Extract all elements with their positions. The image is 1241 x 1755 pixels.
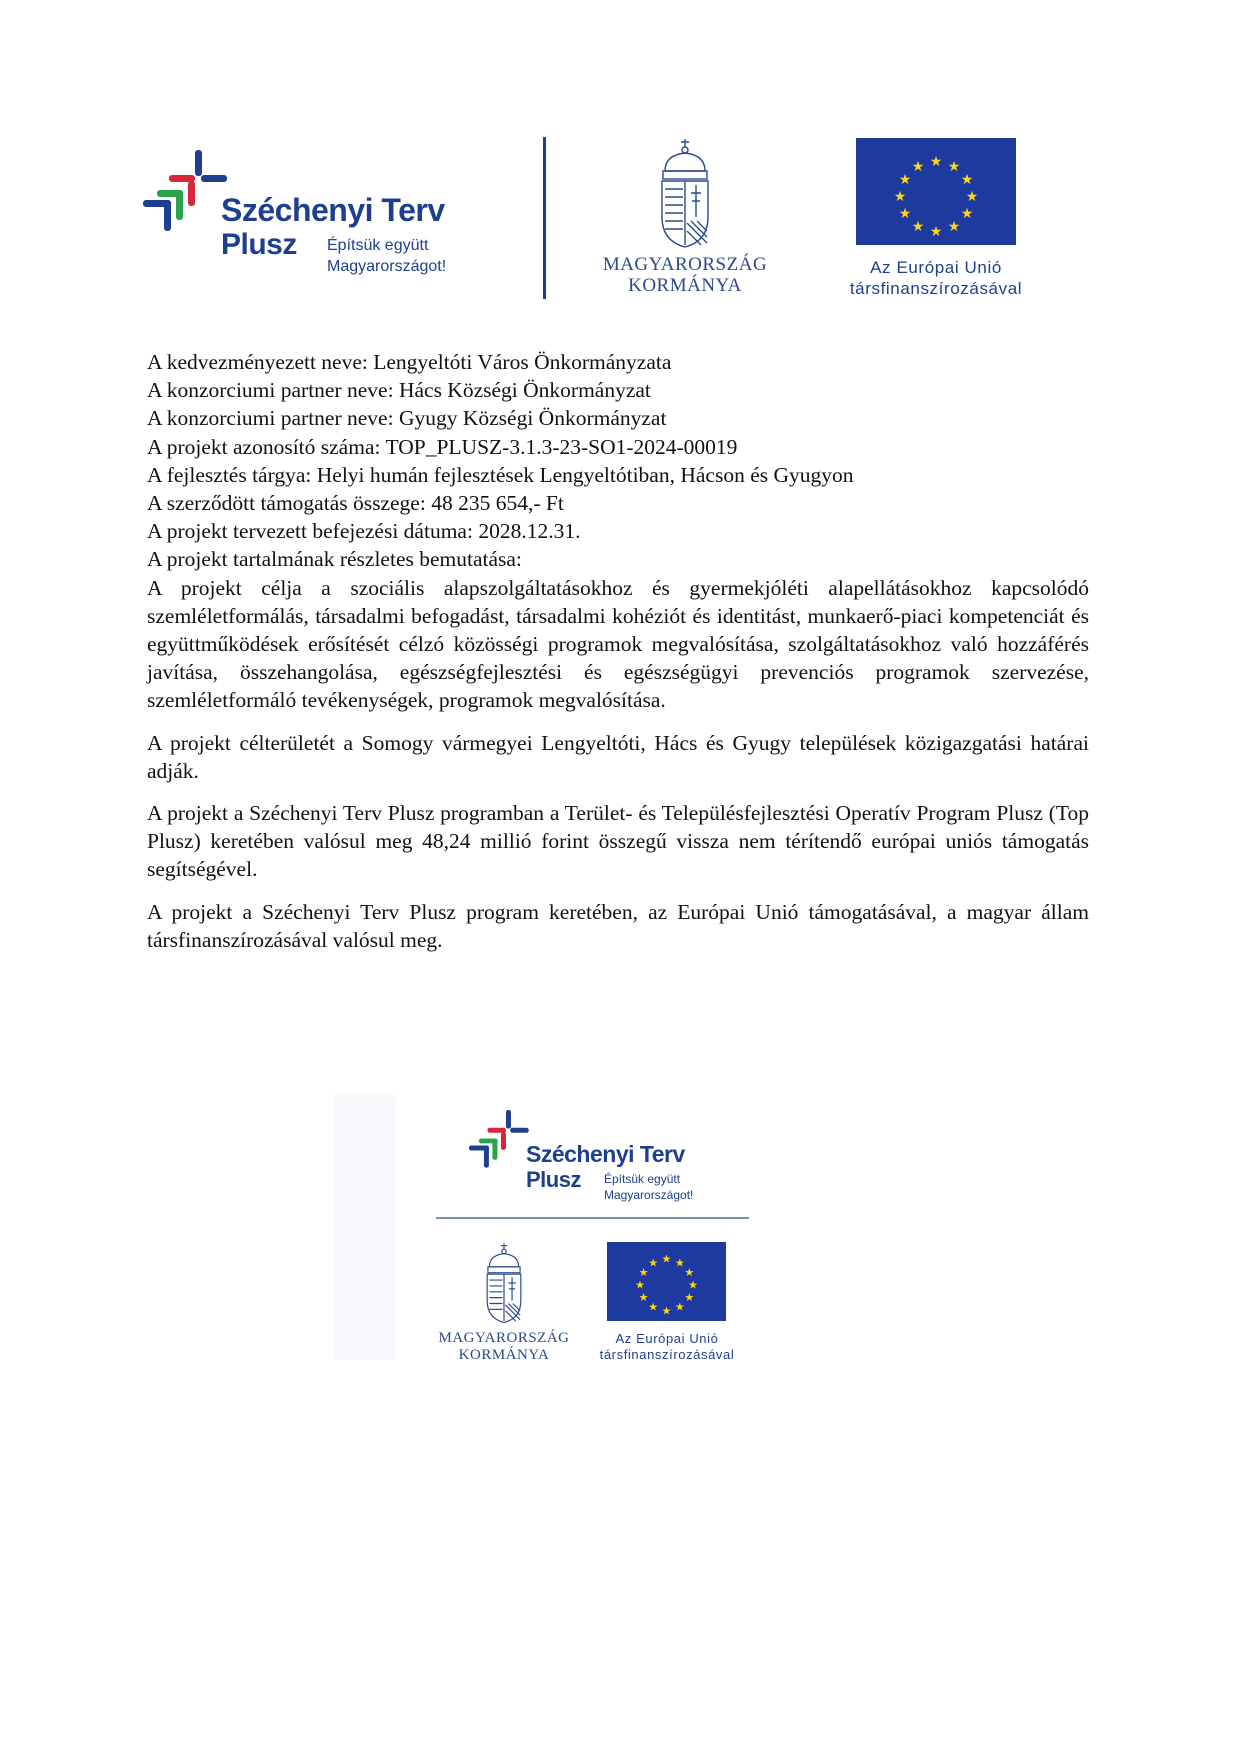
footer-government-text: [430, 1330, 578, 1363]
eu-line-2: társfinanszírozásával: [599, 1347, 735, 1363]
field-label: A kedvezményezett neve:: [147, 350, 368, 374]
svg-text:★: ★: [661, 1304, 672, 1318]
field-value: 48 235 654,- Ft: [431, 491, 564, 516]
field-project-id: [147, 433, 1089, 461]
field-partner-1: [147, 376, 1089, 404]
svg-text:★: ★: [947, 159, 961, 175]
svg-text:★: ★: [965, 189, 979, 205]
slogan-line-2: Magyarországot!: [604, 1187, 694, 1202]
svg-text:★: ★: [898, 206, 912, 222]
svg-text:★: ★: [929, 224, 943, 240]
eu-stars-icon: [607, 1242, 726, 1321]
svg-text:★: ★: [638, 1265, 649, 1279]
svg-text:★: ★: [638, 1291, 649, 1305]
szechenyi-terv-plusz-logo: [143, 150, 483, 290]
field-label: A konzorciumi partner neve:: [147, 406, 394, 431]
government-logo-text: [590, 255, 780, 297]
gov-line-2: KORMÁNYA: [628, 274, 742, 296]
svg-text:★: ★: [634, 1278, 645, 1292]
eu-flag: [856, 138, 1016, 245]
szechenyi-plusz: Plusz: [221, 228, 297, 261]
field-beneficiary: [147, 348, 1089, 376]
footer-szechenyi-plusz: Plusz: [526, 1167, 581, 1192]
field-grant-amount: [147, 489, 1089, 517]
svg-text:★: ★: [947, 219, 961, 235]
svg-text:★: ★: [648, 1256, 659, 1270]
hungarian-coat-of-arms-icon: [483, 1242, 525, 1324]
svg-text:★: ★: [674, 1256, 685, 1270]
field-value: 2028.12.31.: [478, 519, 581, 544]
svg-text:★: ★: [648, 1300, 659, 1314]
header-logo-bar: [0, 0, 1241, 300]
field-label: A projekt tervezett befejezési dátuma:: [147, 519, 473, 544]
paragraph-cofinancing: A projekt a Széchenyi Terv Plusz program keretében, az Európai Unió támogatásával, a magyar állam társfinanszírozásával valósul meg.: [147, 899, 1089, 952]
paragraph-goal: A projekt célja a szociális alapszolgáltatásokhoz és gyermekjóléti alapellátásokhoz kapcsolódó szemléletformálás, társadalmi befogadást, társadalmi kohéziót és identitást, munkaerő-piaci kompetenciát és együttműködések erősítését célzó közösségi programok megvalósítása, szolgáltatásokhoz való hozzáférés javítása, összehangolása, egészségfejlesztési és egészségügyi prevenciós programok szervezése, szemléletformáló tevékenységek, programok megvalósítása.: [147, 575, 1089, 713]
paragraph-funding: A projekt a Széchenyi Terv Plusz programban a Terület- és Településfejlesztési Operatív Program Plusz (Top Plusz) keretében valósul meg 48,24 millió forint összegű vissza nem térítendő európai uniós támogatás segítségével.: [147, 801, 1089, 882]
field-value: Gyugy Községi Önkormányzat: [398, 406, 667, 431]
details-heading: A projekt tartalmának részletes bemutatása:: [147, 547, 522, 572]
szechenyi-title: Széchenyi Terv: [221, 192, 445, 228]
eu-line-1: Az Európai Unió: [615, 1331, 719, 1346]
slogan-line-1: Építsük együtt: [327, 237, 429, 254]
eu-stars-icon: [856, 138, 1016, 245]
svg-text:★: ★: [684, 1265, 695, 1279]
logo-divider: [543, 137, 546, 299]
szechenyi-cross-mark-icon: [143, 150, 233, 240]
field-label: A fejlesztés tárgya:: [147, 462, 312, 487]
eu-line-2: társfinanszírozásával: [849, 279, 1023, 299]
field-label: A projekt azonosító száma:: [147, 434, 381, 459]
svg-text:★: ★: [688, 1278, 699, 1292]
footer-szechenyi-slogan: [604, 1172, 693, 1203]
project-info-document: [147, 348, 1089, 954]
svg-text:★: ★: [929, 154, 943, 170]
gov-line-1: MAGYARORSZÁG: [602, 254, 768, 275]
szechenyi-cross-mark-icon: [469, 1110, 533, 1174]
svg-text:★: ★: [684, 1291, 695, 1305]
field-partner-2: [147, 404, 1089, 432]
footer-logo-divider: [436, 1217, 749, 1219]
field-label: A szerződött támogatás összege:: [147, 491, 426, 516]
field-label: A konzorciumi partner neve:: [147, 378, 394, 403]
svg-text:★: ★: [661, 1252, 672, 1266]
gov-line-2: KORMÁNYA: [458, 1346, 550, 1363]
field-value: Hács Községi Önkormányzat: [398, 378, 651, 403]
footer-szechenyi-logo: [469, 1110, 769, 1210]
hungarian-coat-of-arms-icon: [657, 137, 713, 249]
field-subject: [147, 461, 1089, 489]
svg-text:★: ★: [898, 172, 912, 188]
paragraph-target-area: A projekt célterületét a Somogy vármegyei Lengyeltóti, Hács és Gyugy települések közigazgatási határai adják.: [147, 730, 1089, 783]
slogan-line-2: Magyarországot!: [327, 257, 447, 275]
field-value: Lengyeltóti Város Önkormányzata: [373, 350, 672, 374]
footer-logo-block: [0, 1090, 1241, 1380]
gov-line-1: MAGYARORSZÁG: [438, 1330, 570, 1346]
eu-line-1: Az Európai Unió: [870, 258, 1002, 277]
eu-logo-text: [818, 257, 1054, 300]
svg-text:★: ★: [911, 219, 925, 235]
footer-eu-flag: [607, 1242, 726, 1321]
svg-text:★: ★: [893, 189, 907, 205]
svg-text:★: ★: [960, 206, 974, 222]
footer-szechenyi-title: Széchenyi Terv: [526, 1141, 685, 1167]
field-value: Helyi humán fejlesztések Lengyeltótiban, Hácson és Gyugyon: [316, 462, 854, 487]
footer-eu-text: [580, 1331, 754, 1364]
svg-text:★: ★: [960, 172, 974, 188]
slogan-line-1: Építsük együtt: [604, 1172, 681, 1186]
svg-text:★: ★: [674, 1300, 685, 1314]
svg-text:★: ★: [911, 159, 925, 175]
szechenyi-slogan: [327, 236, 446, 278]
field-end-date: [147, 517, 1089, 545]
field-value: TOP_PLUSZ-3.1.3-23-SO1-2024-00019: [385, 434, 738, 459]
